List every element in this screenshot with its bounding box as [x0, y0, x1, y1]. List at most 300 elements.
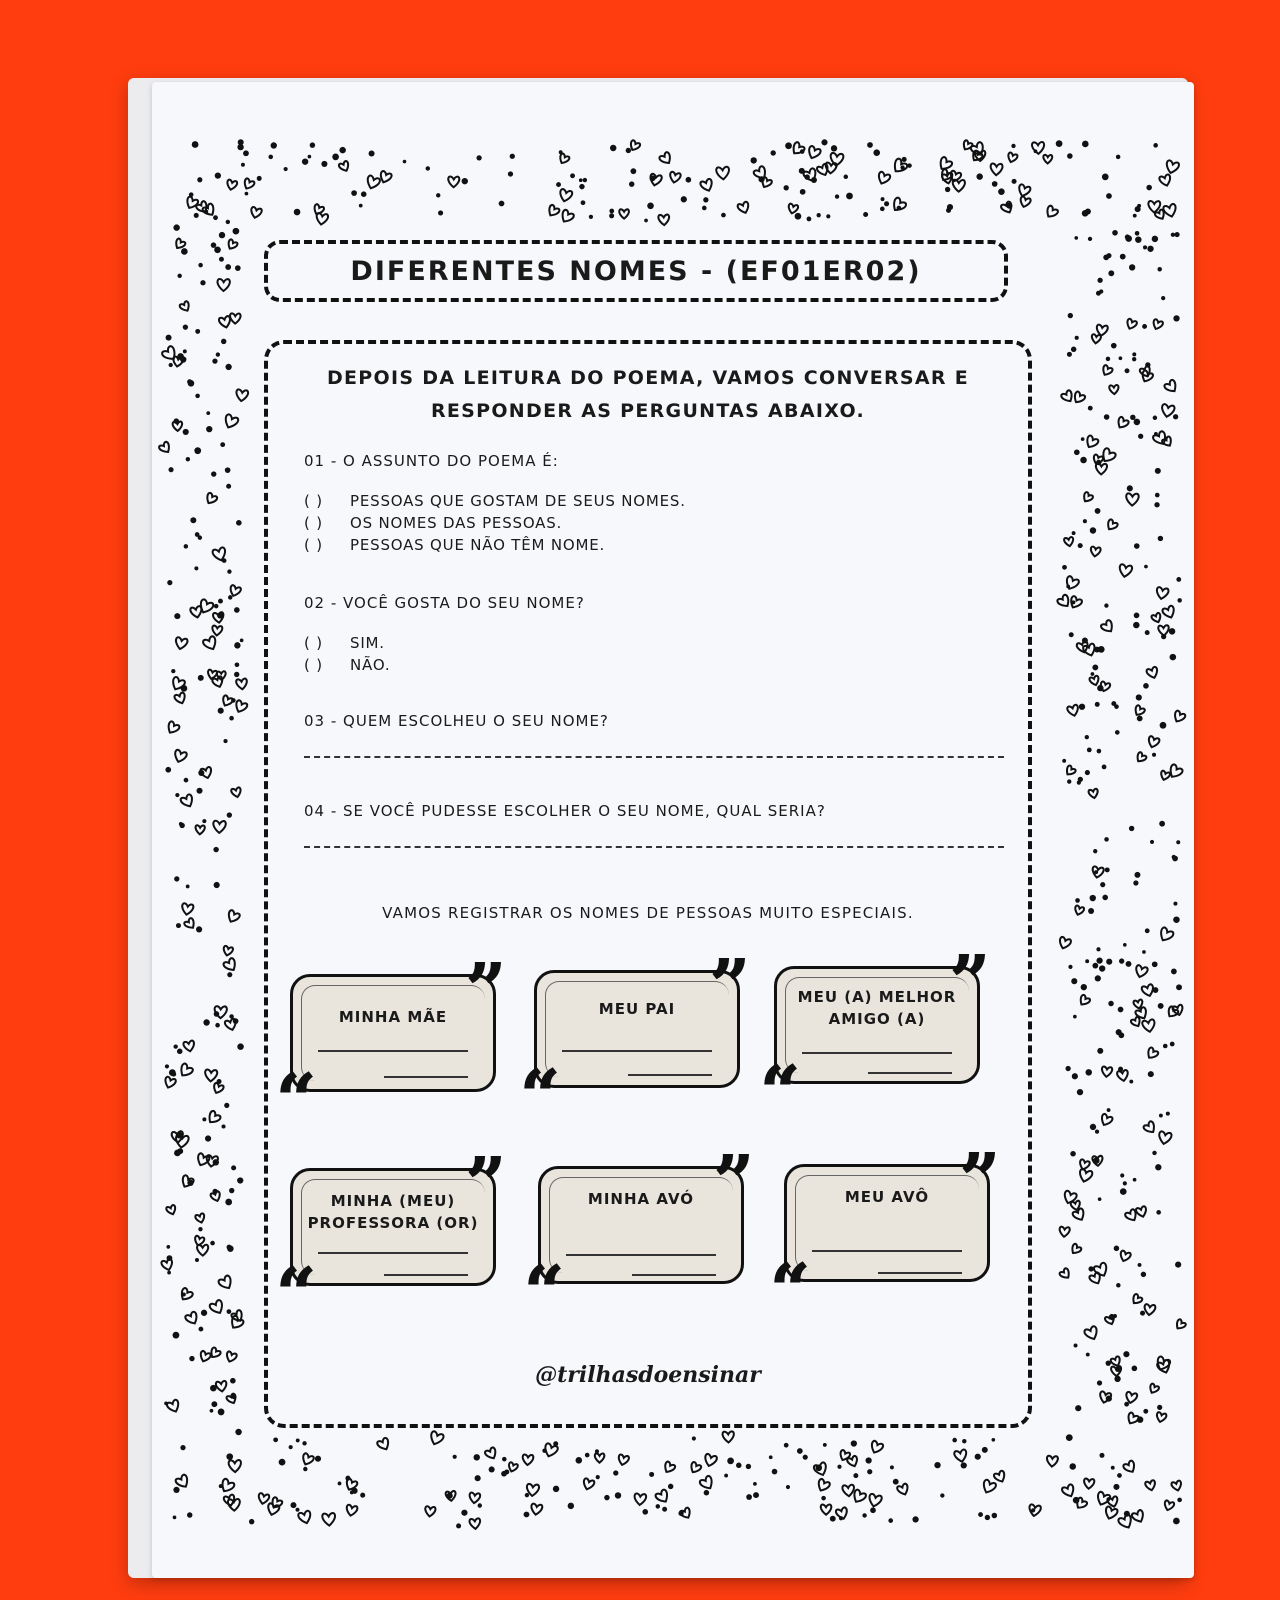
answer-line-4[interactable] — [304, 846, 1004, 848]
heart-icon — [1158, 1131, 1172, 1145]
heart-icon — [1078, 994, 1091, 1007]
close-quote-icon: ” — [465, 1142, 506, 1225]
dot-icon — [1097, 1048, 1103, 1054]
dot-icon — [1078, 777, 1083, 782]
write-line[interactable] — [318, 1252, 468, 1254]
dot-icon — [234, 607, 240, 613]
dot-icon — [1133, 622, 1139, 628]
dot-icon — [736, 1463, 742, 1469]
dot-icon — [991, 1438, 995, 1442]
dot-icon — [604, 1495, 609, 1500]
checkbox[interactable]: ( ) — [304, 492, 323, 510]
dot-icon — [610, 145, 616, 151]
write-line[interactable] — [868, 1072, 952, 1074]
dot-icon — [1082, 210, 1089, 217]
dot-icon — [171, 669, 175, 673]
dot-icon — [183, 325, 188, 330]
dot-icon — [438, 210, 443, 215]
q2-option-2[interactable]: ( ) NÃO. — [304, 656, 391, 674]
write-line[interactable] — [384, 1274, 468, 1276]
dot-icon — [596, 1475, 600, 1479]
dot-icon — [1116, 1029, 1122, 1035]
heart-icon — [298, 1510, 313, 1525]
heart-icon — [659, 151, 674, 166]
heart-icon — [428, 1431, 444, 1447]
dot-icon — [1123, 1351, 1129, 1357]
dot-icon — [198, 675, 204, 681]
heart-icon — [699, 1475, 715, 1491]
dot-icon — [206, 426, 212, 432]
heart-icon — [197, 1245, 208, 1256]
dot-icon — [192, 141, 199, 148]
card-meu-avo[interactable] — [770, 1138, 1000, 1331]
heart-icon — [1109, 385, 1119, 395]
heart-icon — [195, 825, 205, 834]
dot-icon — [1116, 1283, 1121, 1288]
dot-icon — [1166, 1112, 1170, 1116]
dot-icon — [1120, 254, 1126, 260]
heart-icon — [1067, 704, 1080, 717]
dot-icon — [1102, 765, 1107, 770]
heart-icon — [233, 700, 248, 714]
heart-icon — [179, 301, 191, 313]
heart-icon — [716, 167, 730, 180]
dot-icon — [1153, 416, 1158, 421]
dot-icon — [302, 158, 308, 164]
dot-icon — [1144, 565, 1148, 569]
dot-icon — [210, 1241, 215, 1246]
heart-icon — [1103, 1506, 1118, 1521]
dot-icon — [811, 177, 817, 183]
dot-icon — [1147, 246, 1153, 252]
dot-icon — [1156, 1210, 1161, 1215]
dot-icon — [844, 175, 849, 180]
dot-icon — [226, 220, 230, 224]
q1-option-1[interactable]: ( ) PESSOAS QUE GOSTAM DE SEUS NOMES. — [304, 492, 686, 510]
dot-icon — [1137, 715, 1143, 721]
dot-icon — [1085, 735, 1089, 739]
dot-icon — [194, 566, 198, 570]
heart-icon — [1162, 605, 1177, 620]
dot-icon — [186, 885, 190, 889]
dot-icon — [800, 189, 806, 195]
dot-icon — [200, 280, 205, 285]
dot-icon — [229, 1014, 234, 1019]
card-melhor-amigo[interactable] — [760, 940, 990, 1133]
dot-icon — [1067, 153, 1073, 159]
heart-icon — [1083, 643, 1097, 657]
heart-icon — [1006, 152, 1018, 163]
dot-icon — [1129, 264, 1135, 270]
dot-icon — [227, 569, 231, 573]
dot-icon — [211, 1401, 217, 1407]
dot-icon — [183, 429, 189, 435]
dot-icon — [1075, 336, 1079, 340]
dot-icon — [1169, 628, 1176, 635]
heart-icon — [1044, 205, 1059, 220]
dot-icon — [230, 1378, 236, 1384]
dot-icon — [235, 1429, 241, 1435]
heart-icon — [217, 279, 230, 291]
dot-icon — [1069, 632, 1074, 637]
dot-icon — [219, 257, 224, 262]
dot-icon — [212, 359, 217, 364]
dot-icon — [1173, 902, 1177, 906]
dot-icon — [595, 1449, 599, 1453]
dot-icon — [202, 819, 206, 823]
dot-icon — [1106, 959, 1112, 965]
heart-icon — [1151, 612, 1163, 623]
dot-icon — [1111, 343, 1117, 349]
q1-option-3[interactable]: ( ) PESSOAS QUE NÃO TÊM NOME. — [304, 536, 606, 554]
card-minha-avo[interactable] — [524, 1140, 754, 1333]
open-quote-icon: “ — [520, 1054, 561, 1137]
dot-icon — [227, 1245, 233, 1251]
heart-icon — [1165, 160, 1180, 175]
dot-icon — [1112, 230, 1118, 236]
heart-icon — [787, 203, 798, 214]
dot-icon — [1062, 565, 1067, 570]
dot-icon — [1135, 236, 1141, 242]
write-line[interactable] — [566, 1254, 716, 1256]
write-line[interactable] — [802, 1052, 952, 1054]
heart-icon — [1061, 390, 1075, 404]
dot-icon — [1117, 1473, 1122, 1478]
dot-icon — [168, 467, 173, 472]
dot-icon — [1082, 141, 1089, 148]
dot-icon — [426, 166, 430, 170]
dot-icon — [867, 1469, 872, 1474]
card-minha-mae[interactable] — [276, 948, 506, 1141]
dot-icon — [826, 214, 830, 218]
dot-icon — [1133, 214, 1137, 218]
heart-icon — [250, 207, 263, 219]
card-label: MEU AVÔ — [844, 1188, 930, 1206]
heart-icon — [230, 313, 241, 323]
dot-icon — [1125, 234, 1130, 239]
heart-icon — [1172, 710, 1186, 724]
card-label: MEU (A) MELHOR AMIGO (A) — [797, 988, 957, 1028]
dot-icon — [1086, 1353, 1090, 1357]
author-handle: @trilhasdoensinar — [535, 1362, 761, 1388]
dot-icon — [303, 1467, 307, 1471]
dot-icon — [940, 1493, 944, 1497]
dot-icon — [234, 672, 239, 677]
dot-icon — [201, 1310, 207, 1316]
dot-icon — [644, 219, 648, 223]
dot-icon — [1072, 531, 1076, 535]
dot-icon — [1152, 1151, 1156, 1155]
heart-icon — [173, 421, 183, 431]
dot-icon — [1107, 1108, 1111, 1112]
dot-icon — [1132, 352, 1136, 356]
dot-icon — [1132, 357, 1136, 361]
dot-icon — [1085, 770, 1090, 775]
dot-icon — [1095, 975, 1101, 981]
dot-icon — [475, 1475, 481, 1481]
dot-icon — [771, 150, 776, 155]
heart-icon — [424, 1506, 435, 1517]
card-label: MINHA MÃE — [338, 1008, 448, 1026]
checkbox[interactable]: ( ) — [304, 536, 323, 554]
dot-icon — [1118, 1007, 1124, 1013]
heart-icon — [582, 1478, 595, 1491]
dot-icon — [289, 1445, 293, 1449]
dot-icon — [1081, 984, 1087, 990]
dot-icon — [1104, 603, 1108, 607]
heart-icon — [1119, 1250, 1132, 1262]
dot-icon — [165, 767, 171, 773]
heart-icon — [1089, 675, 1100, 686]
heart-icon — [835, 1507, 849, 1520]
card-meu-pai[interactable] — [520, 944, 750, 1137]
dot-icon — [1170, 654, 1177, 661]
dot-icon — [174, 613, 180, 619]
heart-icon — [655, 1489, 671, 1505]
dot-icon — [1177, 598, 1182, 603]
question-1-options — [304, 490, 686, 556]
heart-icon — [231, 787, 242, 798]
write-line[interactable] — [628, 1074, 712, 1076]
dot-icon — [1085, 1069, 1092, 1076]
dot-icon — [1079, 704, 1085, 710]
dot-icon — [583, 178, 587, 182]
dot-icon — [504, 1469, 509, 1474]
dot-icon — [1075, 898, 1080, 903]
heart-icon — [1155, 587, 1169, 600]
heart-icon — [1073, 905, 1084, 916]
dot-icon — [359, 204, 363, 208]
heart-icon — [1104, 1314, 1115, 1325]
dot-icon — [1095, 702, 1100, 707]
dot-icon — [1093, 849, 1097, 853]
dot-icon — [1081, 437, 1085, 441]
dot-icon — [609, 209, 614, 214]
dot-icon — [196, 926, 202, 932]
dot-icon — [553, 1486, 559, 1492]
dot-icon — [1056, 140, 1063, 147]
q1-option-2[interactable]: ( ) OS NOMES DAS PESSOAS. — [304, 514, 563, 532]
dot-icon — [851, 1440, 857, 1446]
dot-icon — [570, 173, 575, 178]
dot-icon — [579, 184, 584, 189]
heart-icon — [617, 1454, 629, 1466]
dot-icon — [1073, 1015, 1077, 1019]
dot-icon — [1080, 457, 1087, 464]
heart-icon — [1171, 1480, 1183, 1491]
dot-icon — [211, 242, 217, 248]
heart-icon — [376, 1437, 391, 1452]
heart-icon — [1099, 1113, 1113, 1127]
dot-icon — [1163, 1044, 1168, 1049]
dot-icon — [907, 163, 912, 168]
write-line[interactable] — [318, 1050, 468, 1052]
dot-icon — [1066, 585, 1070, 589]
answer-line-3[interactable] — [304, 756, 1004, 758]
dot-icon — [1099, 1453, 1104, 1458]
heart-icon — [700, 178, 715, 192]
heart-icon — [266, 1503, 280, 1516]
dot-icon — [1143, 683, 1149, 689]
heart-icon — [205, 1069, 218, 1081]
dot-icon — [1130, 415, 1135, 420]
heart-icon — [897, 1483, 911, 1496]
dot-icon — [186, 457, 190, 461]
heart-icon — [469, 1492, 481, 1503]
dot-icon — [784, 1443, 789, 1448]
dot-icon — [1120, 1173, 1124, 1177]
write-line[interactable] — [384, 1076, 468, 1078]
heart-icon — [1101, 365, 1114, 378]
dot-icon — [1065, 1066, 1070, 1071]
dot-icon — [804, 174, 809, 179]
dot-icon — [1095, 1129, 1099, 1133]
heart-icon — [236, 678, 248, 690]
heart-icon — [178, 1287, 193, 1302]
dot-icon — [338, 1482, 342, 1486]
dot-icon — [198, 1327, 203, 1332]
close-quote-icon: ” — [465, 948, 506, 1031]
dot-icon — [1104, 837, 1109, 842]
dot-icon — [1114, 704, 1119, 709]
dot-icon — [751, 157, 757, 163]
dot-icon — [1119, 356, 1123, 360]
heart-icon — [184, 917, 197, 930]
dot-icon — [1074, 236, 1078, 240]
dot-icon — [1096, 947, 1100, 951]
heart-icon — [1159, 174, 1172, 187]
dot-icon — [174, 1044, 178, 1048]
dot-icon — [257, 176, 262, 181]
dot-icon — [1134, 872, 1140, 878]
dot-icon — [724, 1474, 728, 1478]
dot-icon — [198, 770, 204, 776]
heart-icon — [1133, 705, 1146, 718]
heart-icon — [209, 1299, 226, 1316]
dot-icon — [308, 155, 312, 159]
heart-icon — [842, 1485, 855, 1497]
dot-icon — [241, 163, 245, 167]
dot-icon — [1090, 1124, 1096, 1130]
dot-icon — [1085, 959, 1089, 963]
dot-icon — [229, 1188, 234, 1193]
dot-icon — [225, 1199, 232, 1206]
dot-icon — [946, 208, 951, 213]
intro-instructions — [288, 362, 1008, 428]
write-line[interactable] — [878, 1272, 962, 1274]
heart-icon — [345, 1504, 358, 1516]
dot-icon — [863, 212, 868, 217]
dot-icon — [982, 1447, 988, 1453]
dot-icon — [499, 201, 505, 207]
heart-icon — [1017, 184, 1031, 198]
dot-icon — [753, 1492, 759, 1498]
dot-icon — [702, 206, 707, 211]
dot-icon — [976, 173, 982, 179]
heart-icon — [1032, 142, 1045, 154]
heart-icon — [312, 204, 325, 216]
dot-icon — [1083, 519, 1087, 523]
dot-icon — [1150, 840, 1154, 844]
dot-icon — [214, 1011, 220, 1017]
dot-icon — [1108, 1001, 1114, 1007]
checkbox[interactable]: ( ) — [304, 656, 323, 674]
dot-icon — [831, 145, 837, 151]
open-quote-icon: “ — [524, 1250, 565, 1333]
dot-icon — [227, 1309, 232, 1314]
dot-icon — [1134, 543, 1140, 549]
question-2-options — [304, 632, 390, 676]
heart-icon — [1096, 463, 1108, 474]
dot-icon — [704, 1490, 710, 1496]
write-line[interactable] — [632, 1274, 716, 1276]
heart-icon — [1059, 1268, 1072, 1281]
dot-icon — [1133, 880, 1138, 885]
card-professora[interactable] — [276, 1142, 506, 1335]
dot-icon — [166, 1245, 170, 1249]
checkbox[interactable]: ( ) — [304, 634, 323, 652]
dot-icon — [218, 708, 224, 714]
open-quote-icon: “ — [770, 1248, 811, 1331]
dot-icon — [226, 484, 231, 489]
questions-panel — [264, 340, 1032, 1428]
dot-icon — [692, 1436, 696, 1440]
q2-option-1[interactable]: ( ) SIM. — [304, 634, 385, 652]
heart-icon — [180, 794, 195, 809]
dot-icon — [821, 139, 827, 145]
heart-icon — [226, 239, 238, 251]
heart-icon — [688, 1461, 701, 1474]
dot-icon — [830, 1516, 836, 1522]
dot-icon — [194, 447, 201, 454]
heart-icon — [722, 1431, 734, 1442]
checkbox[interactable]: ( ) — [304, 514, 323, 532]
dot-icon — [461, 1510, 467, 1516]
heart-icon — [679, 1507, 692, 1520]
write-line[interactable] — [812, 1250, 962, 1252]
write-line[interactable] — [562, 1050, 712, 1052]
close-quote-icon: ” — [713, 1140, 754, 1223]
dot-icon — [556, 182, 561, 187]
dot-icon — [1092, 664, 1098, 670]
dot-icon — [1118, 1067, 1123, 1072]
dot-icon — [350, 1491, 354, 1495]
dot-icon — [360, 1493, 365, 1498]
dot-icon — [1100, 882, 1105, 887]
heart-icon — [161, 345, 179, 363]
card-label: MEU PAI — [598, 1000, 676, 1018]
dot-icon — [823, 1443, 827, 1447]
heart-icon — [216, 1381, 228, 1392]
heart-icon — [1115, 416, 1129, 430]
dot-icon — [177, 274, 181, 278]
dot-icon — [912, 1516, 918, 1522]
dot-icon — [196, 788, 202, 794]
heart-icon — [522, 1454, 533, 1465]
dot-icon — [579, 178, 583, 182]
dot-icon — [203, 1019, 209, 1025]
dot-icon — [1138, 434, 1143, 439]
dot-icon — [218, 599, 223, 604]
heart-icon — [1155, 1412, 1166, 1423]
dot-icon — [853, 1473, 858, 1478]
dot-icon — [233, 228, 240, 235]
heart-icon — [1146, 666, 1159, 679]
dot-icon — [1095, 508, 1101, 514]
heart-icon — [185, 1311, 200, 1326]
heart-icon — [662, 1461, 676, 1475]
dot-icon — [1113, 1484, 1119, 1490]
